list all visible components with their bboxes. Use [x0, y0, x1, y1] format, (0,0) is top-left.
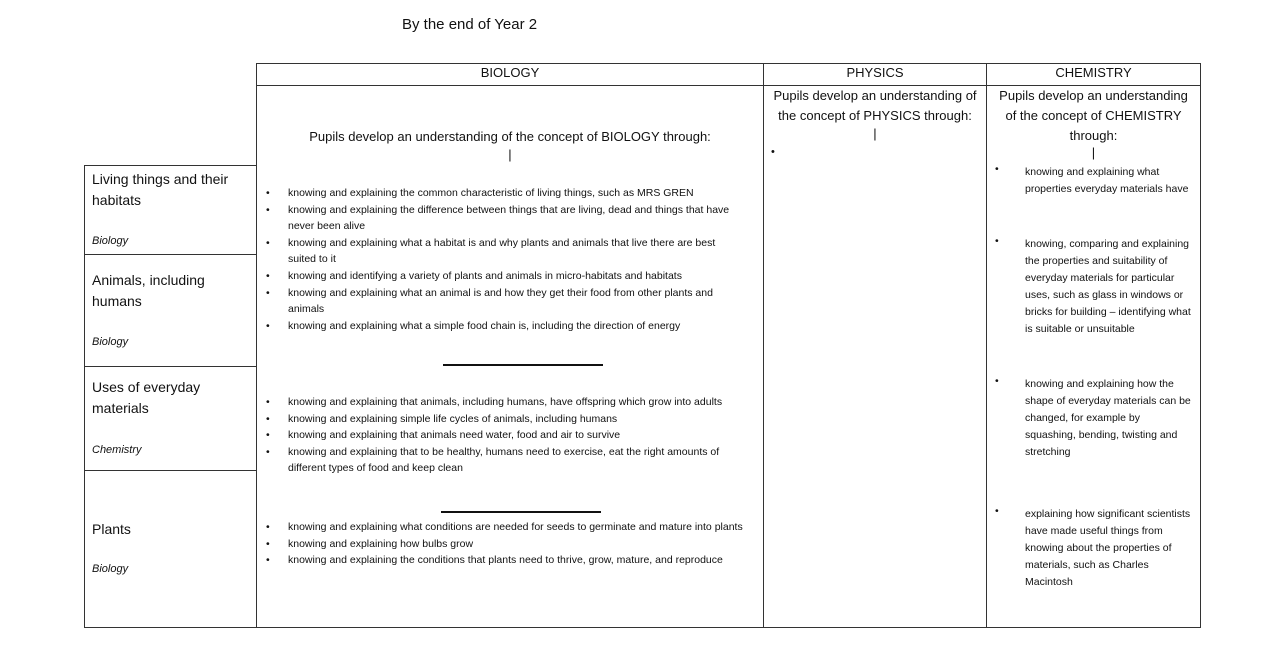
chemistry-list: [988, 506, 1193, 591]
subject-name: Animals, including humans: [92, 272, 205, 309]
subject-name: Uses of everyday materials: [92, 379, 201, 416]
physics-intro: Pupils develop an understanding of the concept of PHYSICS through:: [773, 88, 977, 123]
subject-area: Biology: [92, 563, 129, 575]
subject-divider: [84, 254, 257, 255]
list-item: • knowing and explaining that animals, including humans, have offspring which grow into adults: [258, 394, 758, 411]
subject-divider: [84, 366, 257, 367]
list-item: • knowing and explaining that to be healthy, humans need to exercise, eat the right amounts of different types of food and keep clean: [258, 444, 758, 477]
section-rule: [441, 511, 601, 513]
header-physics: PHYSICS: [846, 65, 904, 80]
subject-name: Plants: [92, 521, 131, 537]
subject-area: Biology: [92, 336, 129, 348]
physics-bullet: •: [771, 146, 775, 158]
text-cursor: |: [873, 126, 877, 141]
text-cursor: |: [1091, 145, 1096, 160]
subject-area: Chemistry: [92, 444, 142, 456]
list-item: • knowing and explaining simple life cycles of animals, including humans: [258, 411, 758, 428]
list-item: • knowing and explaining what conditions are needed for seeds to germinate and mature into plants: [258, 519, 758, 536]
chemistry-list: [988, 376, 1193, 461]
header-chemistry: CHEMISTRY: [1055, 65, 1132, 80]
list-item: • knowing and explaining what properties everyday materials have: [988, 164, 1193, 198]
chemistry-list: [988, 236, 1193, 338]
list-item: • knowing and explaining the conditions that plants need to thrive, grow, mature, and reproduce: [258, 552, 758, 569]
chemistry-intro: Pupils develop an understanding of the concept of CHEMISTRY through:: [999, 88, 1188, 143]
subject-area: Biology: [92, 235, 129, 247]
list-item: • knowing and explaining what a habitat is and why plants and animals that live there are best suited to it: [258, 235, 738, 268]
biology-list: [258, 519, 758, 569]
chemistry-list: [988, 164, 1193, 198]
list-item: • knowing and explaining the difference between things that are living, dead and things that have never been alive: [258, 202, 738, 235]
list-item: • knowing and explaining what an animal is and how they get their food from other plants and animals: [258, 285, 738, 318]
subject-divider: [84, 470, 257, 471]
list-item: • knowing and explaining how the shape of everyday materials can be changed, for example by squashing, bending, twisting and stretching: [988, 376, 1193, 461]
list-item: • knowing, comparing and explaining the properties and suitability of everyday materials for particular uses, such as glass in windows or bricks for building – identifying what is suitable or unsuitable: [988, 236, 1193, 338]
section-rule: [443, 364, 603, 366]
biology-list: [258, 185, 738, 334]
list-item: • knowing and identifying a variety of plants and animals in micro-habitats and habitats: [258, 268, 738, 285]
header-biology: BIOLOGY: [480, 65, 540, 80]
list-item: • explaining how significant scientists have made useful things from knowing about the properties of materials, such as Charles Macintosh: [988, 506, 1193, 591]
column-divider: [763, 63, 764, 628]
list-item: • knowing and explaining what a simple food chain is, including the direction of energy: [258, 318, 738, 335]
list-item: • knowing and explaining how bulbs grow: [258, 536, 758, 553]
page-title: By the end of Year 2: [402, 16, 538, 33]
biology-intro: Pupils develop an understanding of the concept of BIOLOGY through:: [309, 129, 711, 144]
list-item: • knowing and explaining that animals need water, food and air to survive: [258, 427, 758, 444]
list-item: • knowing and explaining the common characteristic of living things, such as MRS GREN: [258, 185, 738, 202]
subject-name: Living things and their habitats: [92, 171, 229, 208]
text-cursor: |: [508, 147, 512, 162]
biology-list: [258, 394, 758, 477]
